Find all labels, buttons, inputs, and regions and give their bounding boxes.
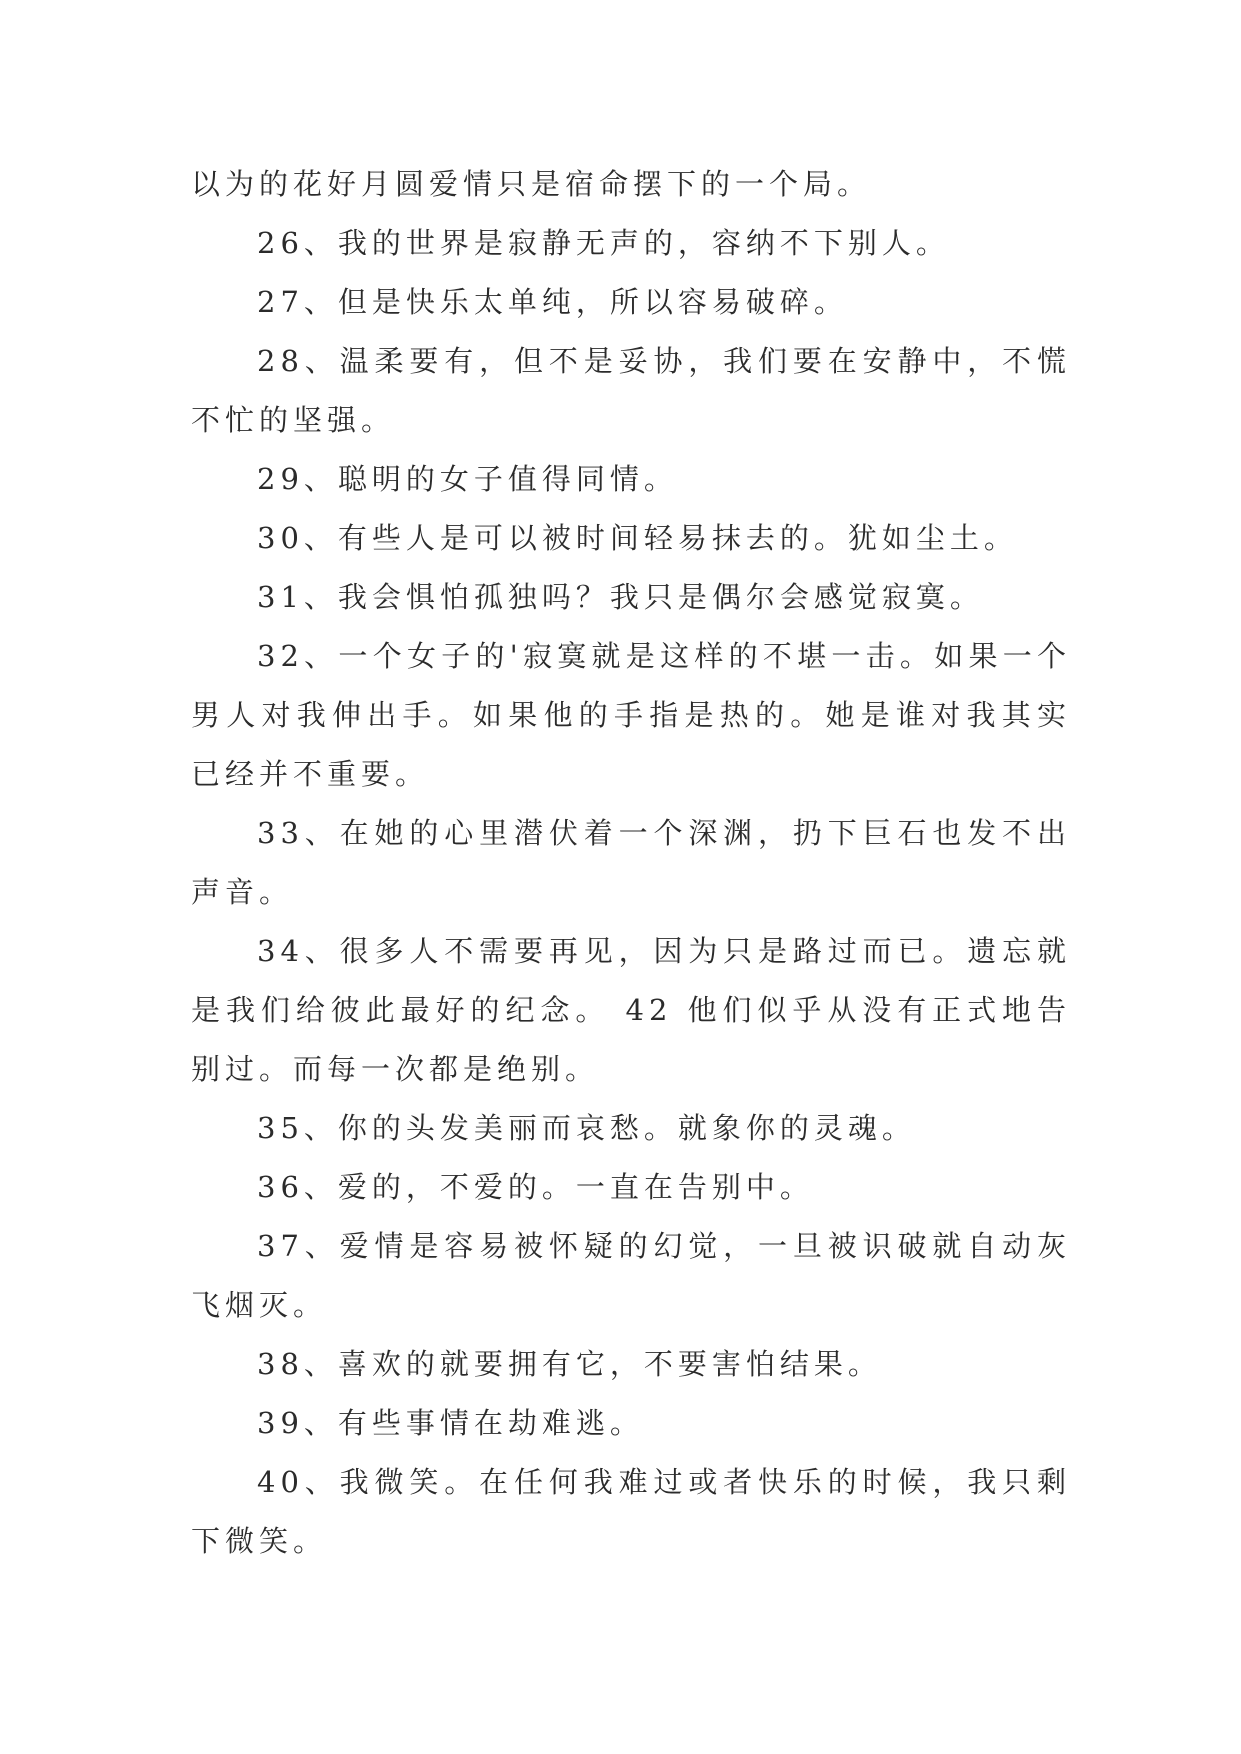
- document-body: [191, 155, 1071, 1571]
- paragraph-40: 40、我微笑。在任何我难过或者快乐的时候，我只剩下微笑。: [191, 1465, 1071, 1558]
- paragraph-28: 28、温柔要有，但不是妥协，我们要在安静中，不慌不忙的坚强。: [191, 344, 1071, 437]
- paragraph-30: 30、有些人是可以被时间轻易抹去的。犹如尘土。: [257, 521, 1018, 555]
- paragraph-39: 39、有些事情在劫难逃。: [257, 1406, 644, 1440]
- paragraph-27: 27、但是快乐太单纯，所以容易破碎。: [257, 285, 848, 319]
- paragraph-26: 26、我的世界是寂静无声的，容纳不下别人。: [257, 226, 950, 260]
- paragraph-32: 32、一个女子的'寂寞就是这样的不堪一击。如果一个男人对我伸出手。如果他的手指是热的。她是谁对我其实已经并不重要。: [191, 639, 1071, 791]
- paragraph-38: 38、喜欢的就要拥有它，不要害怕结果。: [257, 1347, 882, 1381]
- paragraph-33: 33、在她的心里潜伏着一个深渊，扔下巨石也发不出声音。: [191, 816, 1071, 909]
- paragraph-36: 36、爱的，不爱的。一直在告别中。: [257, 1170, 814, 1204]
- paragraph-29: 29、聪明的女子值得同情。: [257, 462, 678, 496]
- paragraph-37: 37、爱情是容易被怀疑的幻觉，一旦被识破就自动灰飞烟灭。: [191, 1229, 1071, 1322]
- paragraph-35: 35、你的头发美丽而哀愁。就象你的灵魂。: [257, 1111, 916, 1145]
- paragraph-31: 31、我会惧怕孤独吗？我只是偶尔会感觉寂寞。: [257, 580, 984, 614]
- paragraph-34: 34、很多人不需要再见，因为只是路过而已。遗忘就是我们给彼此最好的纪念。 42 他们似乎从没有正式地告别过。而每一次都是绝别。: [191, 934, 1071, 1086]
- paragraph-continuation: 以为的花好月圆爱情只是宿命摆下的一个局。: [191, 167, 872, 201]
